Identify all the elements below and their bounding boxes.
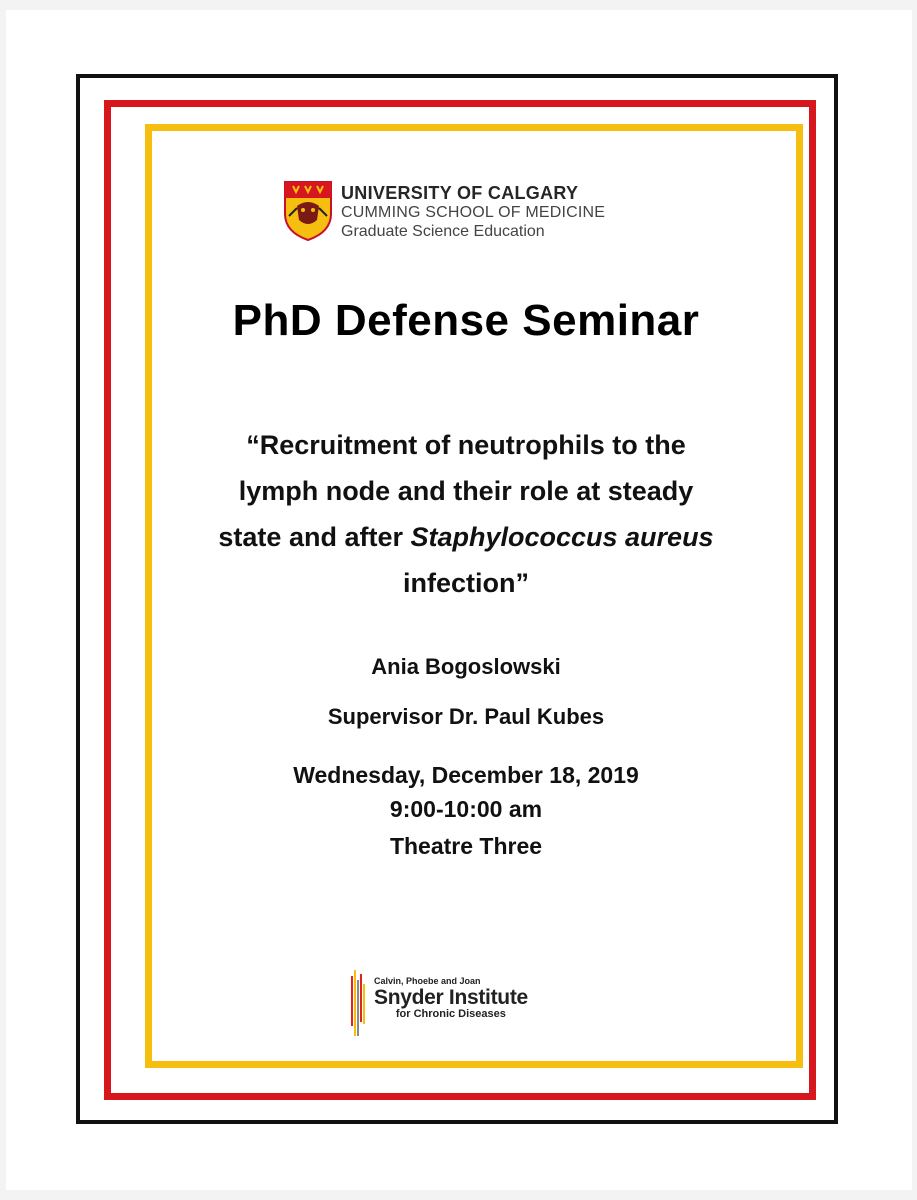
snyder-subtitle: for Chronic Diseases (395, 1008, 506, 1020)
snyder-donors: Calvin, Phoebe and Joan (374, 976, 481, 986)
snyder-name: Snyder Institute (374, 986, 528, 1009)
school-name: CUMMING SCHOOL OF MEDICINE (341, 204, 606, 221)
thesis-organism-name: Staphylococcus aureus (410, 522, 714, 552)
university-wordmark (341, 184, 605, 241)
supervisor-name: Supervisor Dr. Paul Kubes (327, 704, 605, 729)
thesis-line-4: infection” (403, 568, 529, 598)
thesis-line-2: lymph node and their role at steady (238, 476, 694, 506)
snyder-wordmark (374, 976, 528, 1020)
snyder-bars-icon (350, 970, 368, 1042)
candidate-name: Ania Bogoslowski (371, 654, 561, 679)
thesis-line-3-prefix: state and after (218, 522, 411, 552)
department-name: Graduate Science Education (341, 223, 545, 240)
thesis-line-1: “Recruitment of neutrophils to the (246, 430, 686, 460)
university-crest-icon (283, 180, 333, 242)
thesis-line-3 (170, 514, 762, 560)
event-title: PhD Defense Seminar (232, 296, 700, 345)
university-name: UNIVERSITY OF CALGARY (341, 183, 579, 203)
event-location: Theatre Three (389, 833, 543, 859)
event-time: 9:00-10:00 am (389, 796, 543, 822)
university-logo (283, 180, 673, 250)
snyder-institute-logo (350, 970, 580, 1044)
event-date: Wednesday, December 18, 2019 (293, 762, 639, 788)
thesis-title (170, 422, 762, 606)
